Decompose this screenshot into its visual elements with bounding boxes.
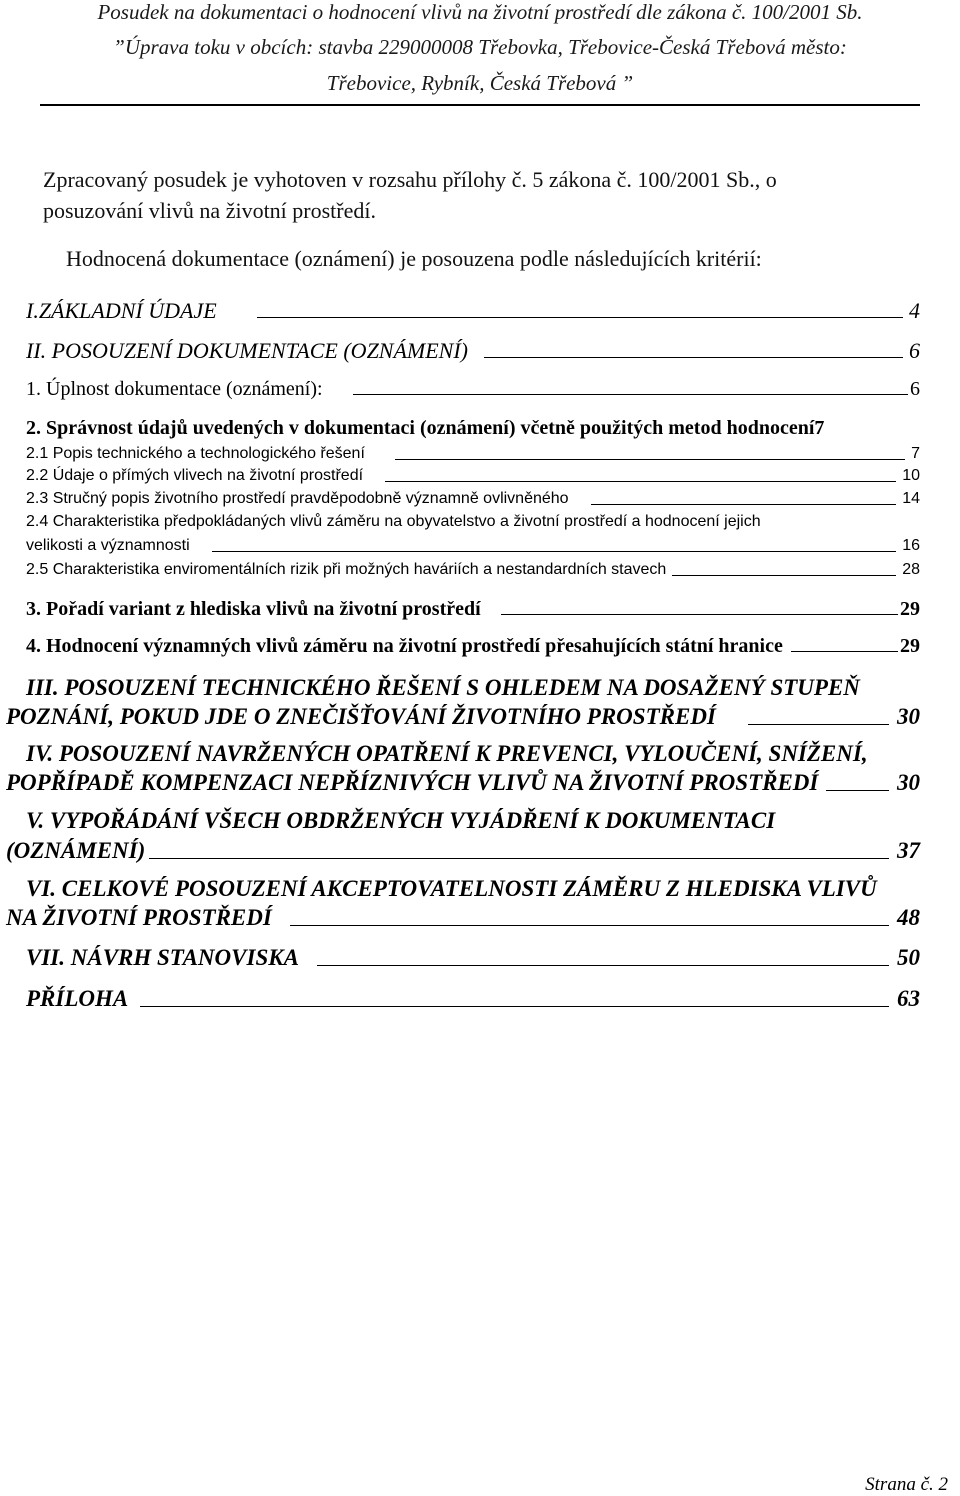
toc-entry-vi[interactable]	[6, 903, 920, 932]
toc-label: (OZNÁMENÍ)	[6, 838, 146, 863]
toc-label: 1. Úplnost dokumentace (oznámení):	[26, 378, 323, 400]
toc-label: 2.5 Charakteristika enviromentálních rizik při možných haváriích a nestandardních stavech	[26, 561, 667, 578]
toc-entry-ii-2-3[interactable]	[26, 489, 920, 509]
toc-label: 2.1 Popis technického a technologického řešení	[26, 445, 365, 462]
toc-leader	[791, 651, 898, 652]
toc-entry-ii-4[interactable]	[26, 634, 920, 658]
toc-leader	[212, 551, 897, 552]
toc-entry-ii-2-5[interactable]	[26, 560, 920, 580]
toc-label: PŘÍLOHA	[26, 986, 129, 1011]
toc-label: 2. Správnost údajů uvedených v dokumentaci (oznámení) včetně použitých metod hodnocení	[26, 417, 815, 439]
toc-leader	[748, 724, 889, 725]
toc-page-number: 6	[909, 338, 920, 363]
toc-page-number: 29	[900, 598, 920, 620]
toc-page-number: 4	[909, 298, 920, 323]
toc-entry-ii[interactable]	[26, 338, 920, 364]
toc-page-number: 6	[910, 378, 920, 400]
toc-entry-ii-2[interactable]	[26, 416, 920, 440]
toc-entry-ii-3[interactable]	[26, 597, 920, 621]
toc-label: VII. NÁVRH STANOVISKA	[26, 945, 299, 970]
toc-entry-vi-line-1[interactable]: VI. CELKOVÉ POSOUZENÍ AKCEPTOVATELNOSTI ZÁMĚRU Z HLEDISKA VLIVŮ	[26, 876, 877, 901]
toc-leader	[290, 925, 889, 926]
toc-leader	[353, 394, 908, 395]
toc-page-number: 30	[897, 704, 920, 729]
toc-page-number: 10	[902, 467, 920, 484]
toc-label: II. POSOUZENÍ DOKUMENTACE (OZNÁMENÍ)	[26, 338, 469, 363]
toc-entry-ii-2-4-line-1[interactable]: 2.4 Charakteristika předpokládaných vlivů záměru na obyvatelstvo a životní prostředí a hodnocení jejich	[26, 513, 761, 530]
toc-leader	[826, 790, 889, 791]
intro-paragraph-line-2: posuzování vlivů na životní prostředí.	[43, 198, 376, 223]
toc-entry-iv-line-1[interactable]: IV. POSOUZENÍ NAVRŽENÝCH OPATŘENÍ K PREVENCI, VYLOUČENÍ, SNÍŽENÍ,	[26, 741, 868, 766]
toc-entry-iii-line-1[interactable]: III. POSOUZENÍ TECHNICKÉHO ŘEŠENÍ S OHLEDEM NA DOSAŽENÝ STUPEŇ	[26, 675, 860, 700]
toc-entry-ii-2-4[interactable]	[26, 536, 920, 556]
toc-leader	[149, 858, 889, 859]
toc-page-number: 48	[897, 905, 920, 930]
toc-entry-vii[interactable]	[26, 943, 920, 972]
toc-entry-ii-1[interactable]	[26, 377, 920, 401]
toc-page-number: 14	[902, 490, 920, 507]
intro-paragraph-line-1: Zpracovaný posudek je vyhotoven v rozsahu přílohy č. 5 zákona č. 100/2001 Sb., o	[43, 167, 777, 192]
toc-page-number: 7	[911, 445, 920, 462]
toc-label: 4. Hodnocení významných vlivů záměru na životní prostředí přesahujících státní hranice	[26, 635, 783, 657]
toc-leader	[140, 1006, 889, 1007]
toc-page-number: 30	[897, 770, 920, 795]
toc-leader	[591, 504, 897, 505]
toc-entry-ii-2-2[interactable]	[26, 466, 920, 486]
toc-label: velikosti a významnosti	[26, 537, 190, 554]
toc-label: I.ZÁKLADNÍ ÚDAJE	[26, 298, 217, 323]
header-line-1: Posudek na dokumentaci o hodnocení vlivů na životní prostředí dle zákona č. 100/2001 Sb.	[97, 0, 863, 24]
header-divider	[40, 104, 920, 106]
toc-label: POZNÁNÍ, POKUD JDE O ZNEČIŠŤOVÁNÍ ŽIVOTNÍHO PROSTŘEDÍ	[6, 704, 716, 729]
toc-entry-iii[interactable]	[6, 702, 920, 731]
toc-entry-v[interactable]	[6, 836, 920, 865]
toc-leader	[395, 459, 905, 460]
header-line-2: ”Úprava toku v obcích: stavba 229000008 Třebovka, Třebovice-Česká Třebová město:	[113, 35, 847, 59]
toc-page-number: 28	[902, 561, 920, 578]
toc-page-number: 29	[900, 635, 920, 657]
toc-page-number: 37	[897, 838, 920, 863]
toc-label: POPŘÍPADĚ KOMPENZACI NEPŘÍZNIVÝCH VLIVŮ NA ŽIVOTNÍ PROSTŘEDÍ	[6, 770, 819, 795]
toc-entry-priloha[interactable]	[26, 984, 920, 1013]
toc-entry-i[interactable]	[26, 298, 920, 324]
intro-criteria-line: Hodnocená dokumentace (oznámení) je posouzena podle následujících kritérií:	[66, 246, 762, 271]
toc-leader	[385, 481, 896, 482]
toc-label: 2.2 Údaje o přímých vlivech na životní prostředí	[26, 467, 364, 484]
toc-leader	[317, 965, 889, 966]
toc-label: 3. Pořadí variant z hlediska vlivů na životní prostředí	[26, 598, 481, 620]
header-line-3: Třebovice, Rybník, Česká Třebová ”	[326, 71, 634, 95]
toc-leader	[672, 575, 896, 576]
toc-leader	[501, 614, 898, 615]
toc-leader	[484, 357, 903, 358]
toc-entry-v-line-1[interactable]: V. VYPOŘÁDÁNÍ VŠECH OBDRŽENÝCH VYJÁDŘENÍ K DOKUMENTACI	[26, 808, 776, 833]
toc-leader	[257, 317, 903, 318]
toc-page-number: 63	[897, 986, 920, 1011]
page-number-footer: Strana č. 2	[865, 1474, 948, 1495]
toc-label: 2.3 Stručný popis životního prostředí pravděpodobně významně ovlivněného	[26, 490, 569, 507]
toc-label: NA ŽIVOTNÍ PROSTŘEDÍ	[6, 905, 272, 930]
toc-entry-ii-2-1[interactable]	[26, 444, 920, 464]
toc-page-number: 50	[897, 945, 920, 970]
toc-page-number: 7	[814, 417, 825, 439]
toc-page-number: 16	[902, 537, 920, 554]
toc-entry-iv[interactable]	[6, 768, 920, 797]
